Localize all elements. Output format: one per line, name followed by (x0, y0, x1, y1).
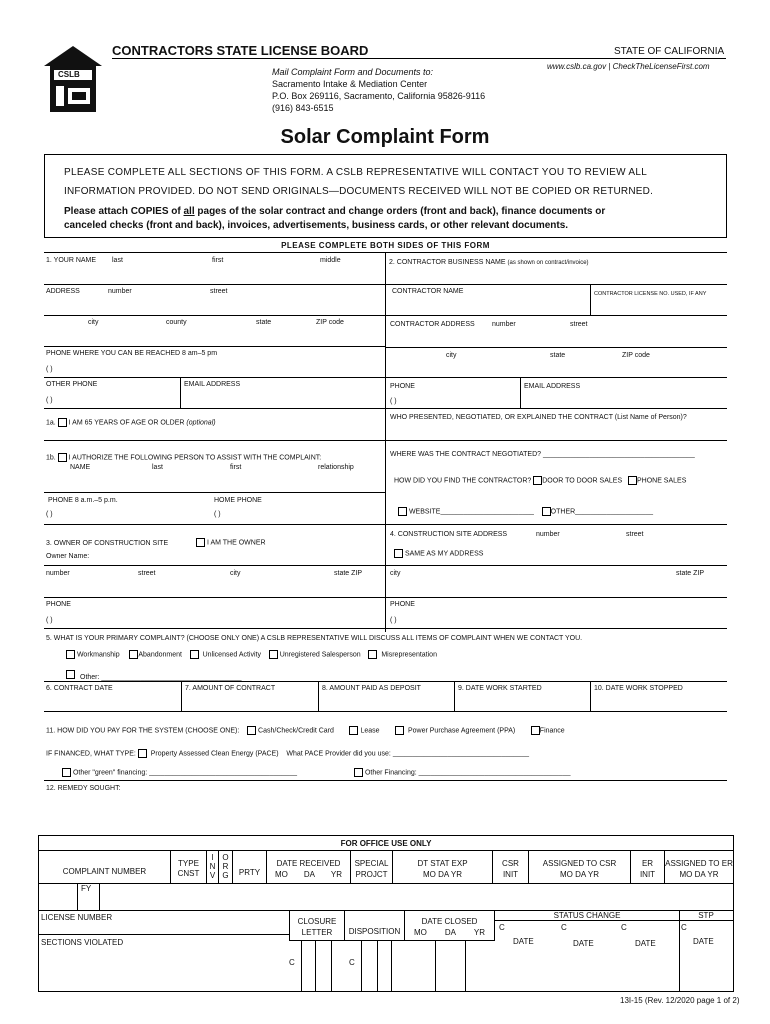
org-g: G (222, 871, 229, 880)
biz-name-row (389, 259, 589, 266)
office-use-table (38, 835, 734, 992)
owner-name-label: Owner Name: (46, 553, 90, 560)
date-stopped-label: 10. DATE WORK STOPPED (594, 685, 683, 692)
auth-home-phone-paren[interactable]: ( ) (214, 511, 221, 518)
auth-relationship: relationship (318, 464, 354, 471)
phone-sales-label: PHONE SALES (636, 477, 687, 485)
owner-street: street (138, 570, 156, 577)
other-financing-checkbox[interactable] (354, 768, 363, 777)
csr-init: INIT (502, 870, 519, 879)
i-am-owner-label: I AM THE OWNER (206, 539, 266, 547)
status-change-header: STATUS CHANGE (553, 911, 621, 920)
both-sides-banner: PLEASE COMPLETE BOTH SIDES OF THIS FORM (281, 241, 490, 250)
status-date-1: DATE (513, 937, 534, 946)
lease-label: Lease (360, 727, 380, 735)
address-zip: ZIP code (316, 319, 344, 326)
dc-mo: MO (413, 928, 427, 937)
date-received-header (267, 851, 351, 883)
misrepresentation-checkbox[interactable] (368, 650, 377, 659)
contractor-street: street (570, 321, 588, 328)
fy-label: FY (81, 884, 92, 893)
name-last: last (112, 257, 123, 264)
remedy-label: 12. REMEDY SOUGHT: (46, 785, 121, 792)
site-phone-paren[interactable]: ( ) (390, 617, 397, 624)
inv-v: V (209, 871, 216, 880)
ppa-checkbox[interactable] (395, 726, 404, 735)
address-street: street (210, 288, 228, 295)
owner-phone-label: PHONE (46, 601, 71, 608)
website-link[interactable]: www.cslb.ca.gov | CheckTheLicenseFirst.com (547, 62, 710, 71)
dr-da: DA (303, 870, 315, 879)
sections-violated-label: SECTIONS VIOLATED (41, 938, 124, 947)
status-c-4: C (681, 923, 687, 932)
disposition-c: C (349, 958, 355, 967)
special-label: SPECIAL (354, 859, 389, 868)
website-checkbox[interactable] (398, 507, 407, 516)
age-row (46, 418, 216, 427)
misrepresentation-label: Misrepresentation (381, 651, 437, 659)
pace-label: Property Assessed Clean Energy (PACE) (150, 750, 279, 758)
contractor-number: number (492, 321, 516, 328)
address-label: ADDRESS (46, 288, 80, 295)
unregistered-checkbox[interactable] (269, 650, 278, 659)
phone-sales-checkbox[interactable] (628, 476, 637, 485)
contractor-email-label: EMAIL ADDRESS (524, 383, 581, 390)
q5-label: 5. WHAT IS YOUR PRIMARY COMPLAINT? (CHOOSE ONLY ONE) A CSLB REPRESENTATIVE WILL DISCUSS ALL ITEMS OF COMPLAINT WHEN WE CONTACT YOU. (46, 635, 583, 642)
email-label: EMAIL ADDRESS (184, 381, 241, 388)
inv-i: I (211, 853, 214, 862)
auth-phone-label: PHONE 8 a.m.–5 p.m. (48, 497, 118, 504)
csr-header (493, 851, 529, 883)
pace-provider-label: What PACE Provider did you use: ___________________________________ (286, 750, 530, 758)
site-phone-label: PHONE (390, 601, 415, 608)
notice-line-1: PLEASE COMPLETE ALL SECTIONS OF THIS FORM. A CSLB REPRESENTATIVE WILL CONTACT YOU TO REVIEW ALL (64, 167, 648, 178)
assigned-er-label: ASSIGNED TO ER (665, 859, 733, 868)
other-phone-label: OTHER PHONE (46, 381, 98, 388)
address-county: county (166, 319, 187, 326)
abandonment-label: Abandonment (138, 651, 182, 659)
special-header (351, 851, 393, 883)
er-label: ER (641, 859, 654, 868)
org-o: O (222, 853, 229, 862)
workmanship-checkbox[interactable] (66, 650, 75, 659)
contractor-zip: ZIP code (622, 352, 650, 359)
other-label: OTHER____________________ (550, 508, 654, 516)
notice-line-3 (64, 206, 605, 217)
assigned-csr-header (529, 851, 631, 883)
owner-state-zip: state ZIP (334, 570, 363, 577)
unlicensed-checkbox[interactable] (190, 650, 199, 659)
status-c-1: C (499, 923, 505, 932)
cslb-logo (42, 44, 104, 114)
mail-line-3: (916) 843-6515 (272, 103, 334, 113)
how-find-row (394, 476, 686, 485)
type-label: TYPE (178, 859, 199, 868)
website-row (398, 507, 653, 516)
letter-label: LETTER (301, 928, 333, 937)
same-as-label: SAME AS MY ADDRESS (404, 550, 484, 558)
mail-title: Mail Complaint Form and Documents to: (272, 67, 434, 77)
dt-stat-mdy: MO DA YR (423, 870, 462, 879)
date-closed-mdy (405, 927, 494, 938)
i-am-owner-row (196, 538, 266, 547)
finance-checkbox[interactable] (531, 726, 540, 735)
closure-label: CLOSURE (297, 917, 337, 926)
unlicensed-label: Unlicensed Activity (202, 651, 261, 659)
date-closed-header (405, 910, 495, 940)
status-c-3: C (621, 923, 627, 932)
age-checkbox[interactable] (58, 418, 67, 427)
where-negotiated-label: WHERE WAS THE CONTRACT NEGOTIATED? _______________________________________ (390, 451, 695, 458)
auth-checkbox[interactable] (58, 453, 67, 462)
your-name-label: 1. YOUR NAME (46, 257, 97, 264)
auth-prefix: 1b. (46, 454, 56, 462)
csr-label: CSR (502, 859, 519, 868)
closure-c: C (289, 958, 295, 967)
other-phone-paren[interactable]: ( ) (46, 397, 53, 404)
pace-checkbox[interactable] (138, 749, 147, 758)
assigned-er-header (665, 851, 733, 883)
phone-reach-label: PHONE WHERE YOU CAN BE REACHED 8 am–5 pm (46, 350, 218, 357)
site-state-zip: state ZIP (676, 570, 705, 577)
biz-name-note: (as shown on contract/invoice) (507, 260, 589, 266)
contractor-state: state (550, 352, 566, 359)
org-r: R (222, 862, 229, 871)
stp-header: STP (698, 911, 714, 920)
status-c-2: C (561, 923, 567, 932)
amount-contract-label: 7. AMOUNT OF CONTRACT (185, 685, 276, 692)
date-started-label: 9. DATE WORK STARTED (458, 685, 542, 692)
status-date-4: DATE (693, 937, 714, 946)
type-cnst-header (171, 851, 207, 883)
owner-city: city (230, 570, 241, 577)
amount-paid-label: 8. AMOUNT PAID AS DEPOSIT (322, 685, 421, 692)
contractor-address-label: CONTRACTOR ADDRESS (390, 321, 475, 328)
name-first: first (212, 257, 224, 264)
license-number-label: LICENSE NUMBER (41, 913, 113, 922)
notice-line-4: canceled checks (front and back), invoices, advertisements, business cards, or other relevant documents. (64, 220, 569, 231)
logo-text: CSLB (58, 70, 80, 79)
green-label: Other "green" financing: ______________________________________ (72, 769, 298, 777)
other-checkbox[interactable] (542, 507, 551, 516)
dc-da: DA (444, 928, 456, 937)
cash-checkbox[interactable] (247, 726, 256, 735)
auth-first: first (230, 464, 242, 471)
contractor-city: city (446, 352, 457, 359)
address-city: city (88, 319, 99, 326)
site-address-label: 4. CONSTRUCTION SITE ADDRESS (390, 531, 508, 538)
inv-header (207, 851, 219, 883)
workmanship-label: Workmanship (76, 651, 120, 659)
address-number: number (108, 288, 132, 295)
unregistered-label: Unregistered Salesperson (279, 651, 361, 659)
q11-label: 11. HOW DID YOU PAY FOR THE SYSTEM (CHOOSE ONE): (46, 727, 240, 735)
contract-date-label: 6. CONTRACT DATE (46, 685, 113, 692)
closure-header (289, 910, 345, 940)
financed-label: IF FINANCED, WHAT TYPE: (46, 750, 136, 758)
status-date-3: DATE (635, 939, 656, 948)
auth-home-phone-label: HOME PHONE (214, 497, 262, 504)
website-label: WEBSITE________________________ (408, 508, 534, 516)
mail-line-1: Sacramento Intake & Mediation Center (272, 79, 428, 89)
assigned-er-mdy: MO DA YR (679, 870, 719, 879)
date-closed-label: DATE CLOSED (421, 917, 478, 926)
same-as-row (394, 549, 483, 558)
notice-line-3a: Please attach COPIES of (64, 206, 184, 217)
office-title: FOR OFFICE USE ONLY (39, 836, 733, 851)
age-label: I AM 65 YEARS OF AGE OR OLDER (68, 419, 185, 427)
same-as-checkbox[interactable] (394, 549, 403, 558)
owner-number: number (46, 570, 70, 577)
assigned-csr-label: ASSIGNED TO CSR (542, 859, 617, 868)
contractor-name-label: CONTRACTOR NAME (392, 288, 464, 295)
ppa-label: Power Purchase Agreement (PPA) (407, 727, 516, 735)
contractor-phone-paren[interactable]: ( ) (390, 398, 397, 405)
door-label: DOOR TO DOOR SALES (542, 477, 623, 485)
address-state: state (256, 319, 272, 326)
prty-header: PRTY (233, 851, 267, 883)
complaint-number-header: COMPLAINT NUMBER (39, 851, 171, 883)
date-received-mdy (267, 869, 350, 880)
age-optional: (optional) (186, 419, 216, 427)
who-presented-label: WHO PRESENTED, NEGOTIATED, OR EXPLAINED THE CONTRACT (List Name of Person)? (390, 414, 687, 421)
dt-stat-label: DT STAT EXP (417, 859, 468, 868)
green-checkbox[interactable] (62, 768, 71, 777)
dt-stat-header (393, 851, 493, 883)
dr-mo: MO (274, 870, 288, 879)
auth-row (46, 453, 321, 462)
abandonment-checkbox[interactable] (129, 650, 138, 659)
notice-all: all (183, 206, 195, 217)
date-received-label: DATE RECEIVED (276, 859, 341, 868)
name-middle: middle (320, 257, 341, 264)
site-number: number (536, 531, 560, 538)
status-date-2: DATE (573, 939, 594, 948)
contractor-phone-label: PHONE (390, 383, 415, 390)
auth-last: last (152, 464, 163, 471)
phone-reach-paren[interactable]: ( ) (46, 366, 53, 373)
auth-label: I AUTHORIZE THE FOLLOWING PERSON TO ASSIST WITH THE COMPLAINT: (68, 454, 322, 462)
dc-yr: YR (473, 928, 486, 937)
site-street: street (626, 531, 644, 538)
age-prefix: 1a. (46, 419, 56, 427)
owner-phone-paren[interactable]: ( ) (46, 617, 53, 624)
dr-yr: YR (330, 870, 343, 879)
form-title: Solar Complaint Form (280, 126, 490, 148)
auth-phone-paren[interactable]: ( ) (46, 511, 53, 518)
q11-row (46, 726, 565, 735)
biz-name-label: 2. CONTRACTOR BUSINESS NAME (389, 259, 506, 266)
finance-label: Finance (539, 727, 565, 735)
green-row (62, 768, 297, 777)
assigned-csr-mdy: MO DA YR (560, 870, 599, 879)
how-find-label: HOW DID YOU FIND THE CONTRACTOR? (394, 477, 532, 485)
site-city: city (390, 570, 401, 577)
notice-line-2: INFORMATION PROVIDED. DO NOT SEND ORIGINALS—DOCUMENTS RECEIVED WILL NOT BE COPIED OR RETURNED. (64, 186, 654, 197)
q5-options (66, 650, 437, 659)
license-no-label: CONTRACTOR LICENSE NO. USED, IF ANY (594, 291, 707, 297)
board-name: CONTRACTORS STATE LICENSE BOARD (112, 43, 369, 58)
state-label: STATE OF CALIFORNIA (614, 46, 725, 57)
other-financing-label: Other Financing: _______________________________________ (364, 769, 571, 777)
form-footer: 13I-15 (Rev. 12/2020 page 1 of 2) (620, 996, 740, 1005)
cnst-label: CNST (177, 869, 200, 878)
q5-other-row (66, 670, 75, 679)
financed-row (46, 749, 529, 758)
notice-line-3c: pages of the solar contract and change orders (front and back), finance documents or (194, 206, 606, 217)
cash-label: Cash/Check/Credit Card (258, 727, 334, 735)
lease-checkbox[interactable] (349, 726, 358, 735)
other-financing-row (354, 768, 570, 777)
inv-n: N (209, 862, 216, 871)
er-init: INIT (639, 870, 656, 879)
i-am-owner-checkbox[interactable] (196, 538, 205, 547)
owner-label: 3. OWNER OF CONSTRUCTION SITE (46, 540, 169, 547)
projct-label: PROJCT (355, 870, 388, 879)
er-header (631, 851, 665, 883)
q5-other-label: Other: ____________________________________ (80, 674, 242, 681)
org-header (219, 851, 233, 883)
auth-name: NAME (70, 464, 91, 471)
disposition-header: DISPOSITION (345, 910, 405, 940)
door-checkbox[interactable] (533, 476, 542, 485)
mail-line-2: P.O. Box 269116, Sacramento, California 95826-9116 (272, 91, 486, 101)
q5-other-checkbox[interactable] (66, 670, 75, 679)
